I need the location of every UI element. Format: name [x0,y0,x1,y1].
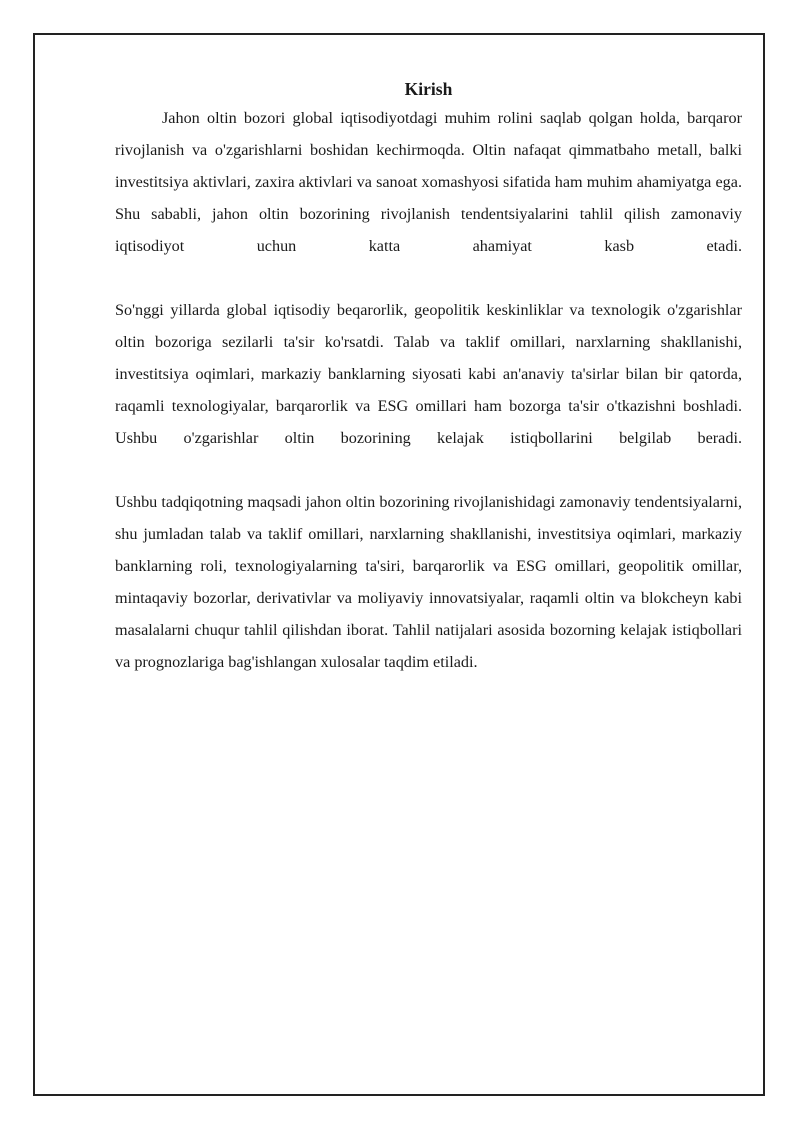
paragraph-3: Ushbu tadqiqotning maqsadi jahon oltin bozorining rivojlanishidagi zamonaviy tendentsiyalarni, shu jumladan talab va taklif omillari, narxlarning shakllanishi, investitsiya oqimlari, markaziy banklarning roli, texnologiyalarning ta'siri, barqarorlik va ESG omillari, geopolitik omillar, mintaqaviy bozorlar, derivativlar va moliyaviy innovatsiyalar, raqamli oltin va blokcheyn kabi masalalarni chuqur tahlil qilishdan iborat. Tahlil natijalari asosida bozorning kelajak istiqbollari va prognozlariga bag'ishlangan xulosalar taqdim etiladi. [115,493,742,671]
paragraph-gap [115,454,742,486]
document-body [115,76,742,678]
paragraph-1: Jahon oltin bozori global iqtisodiyotdagi muhim rolini saqlab qolgan holda, barqaror rivojlanish va o'zgarishlarni boshidan kechirmoqda. Oltin nafaqat qimmatbaho metall, balki investitsiya aktivlari, zaxira aktivlari va sanoat xomashyosi sifatida ham muhim ahamiyatga ega. Shu sababli, jahon oltin bozorining rivojlanish tendentsiyalarini tahlil qilish zamonaviy iqtisodiyot uchun katta ahamiyat kasb etadi. [115,109,742,255]
paragraph-gap [115,262,742,294]
document-title: Kirish [404,79,453,99]
paragraph-2: So'nggi yillarda global iqtisodiy beqarorlik, geopolitik keskinliklar va texnologik o'zgarishlar oltin bozoriga sezilarli ta'sir ko'rsatdi. Talab va taklif omillari, narxlarning shakllanishi, investitsiya oqimlari, markaziy banklarning siyosati kabi an'anaviy ta'sirlar bilan bir qatorda, raqamli texnologiyalar, barqarorlik va ESG omillari ham bozorga ta'sir o'tkazishni boshladi. Ushbu o'zgarishlar oltin bozorining kelajak istiqbollarini belgilab beradi. [115,301,742,447]
